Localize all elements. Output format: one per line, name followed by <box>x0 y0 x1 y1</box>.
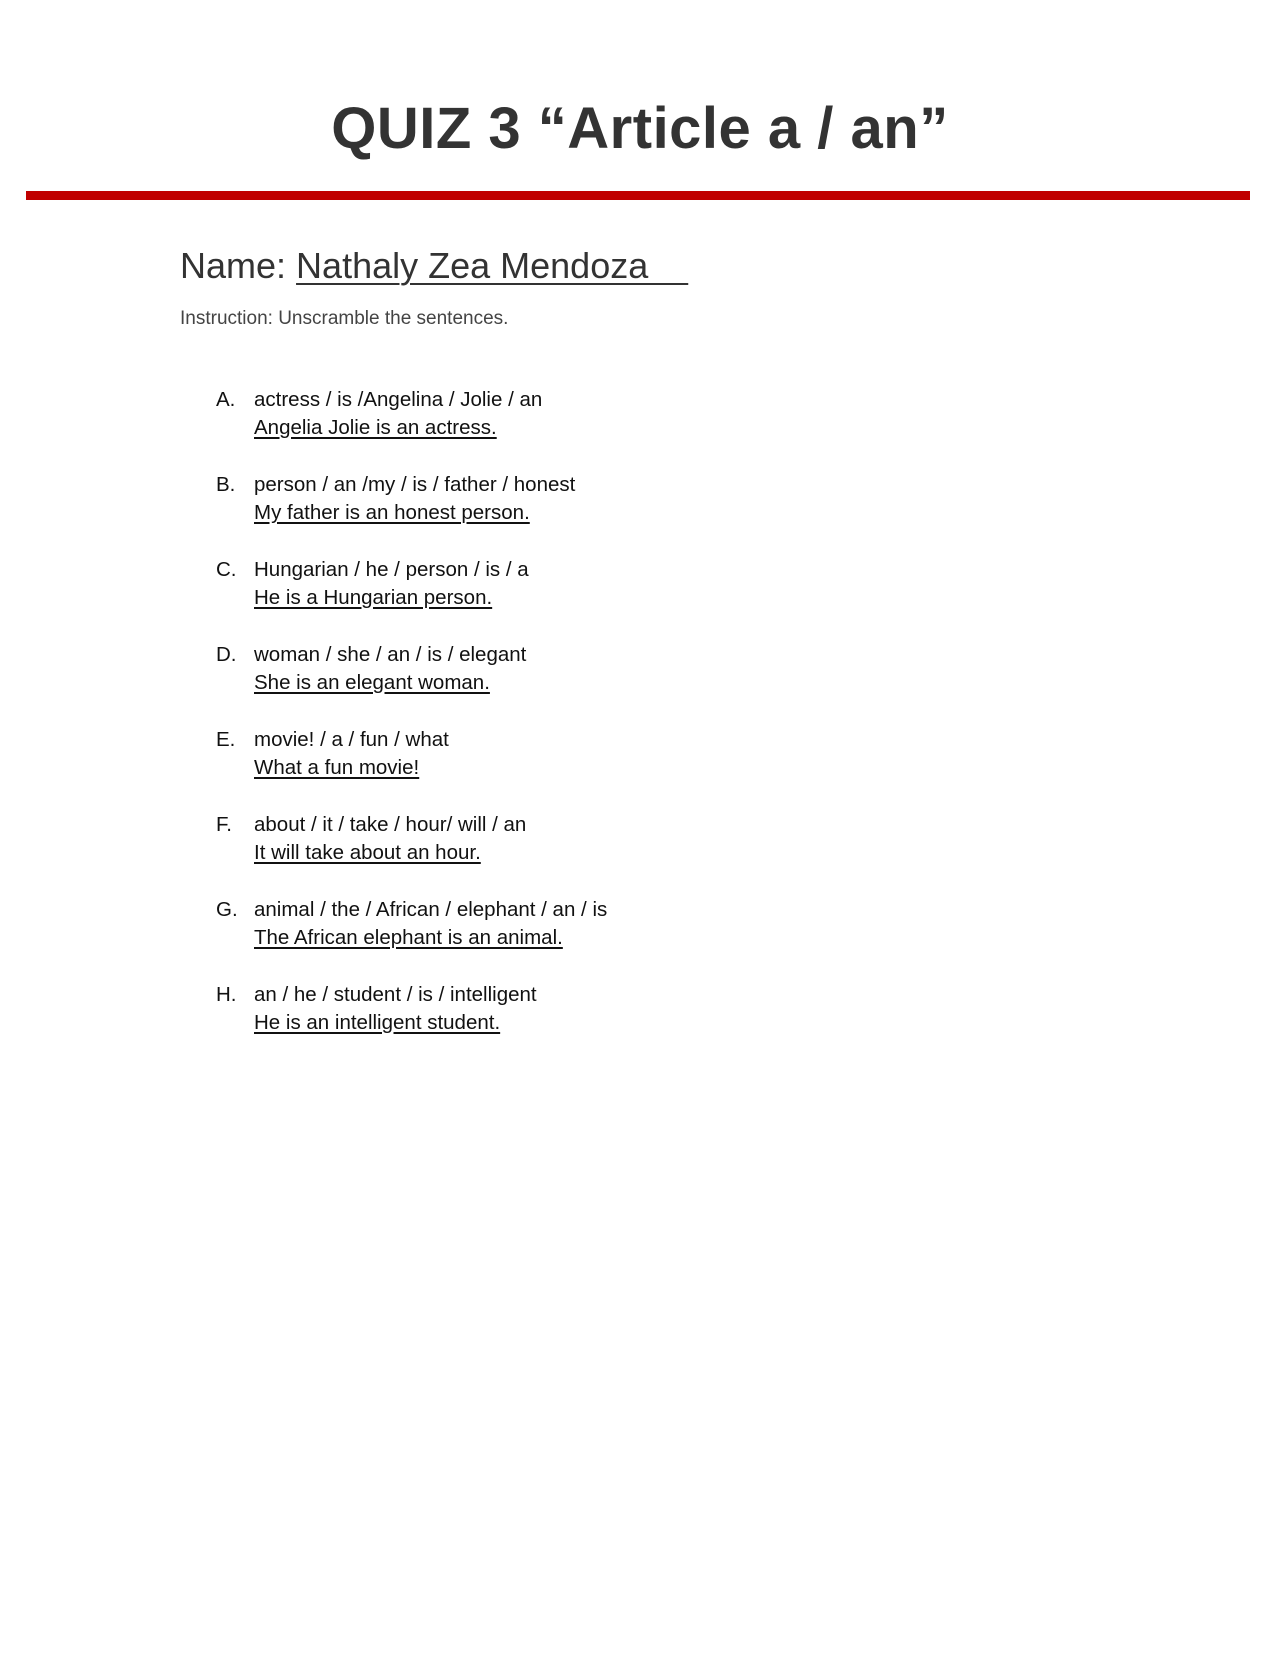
name-label: Name: <box>180 245 297 286</box>
item-answer: She is an elegant woman. <box>254 671 490 694</box>
item-answer: Angelia Jolie is an actress. <box>254 416 497 439</box>
item-answer: My father is an honest person. <box>254 501 530 524</box>
item-letter: C. <box>216 558 237 581</box>
item-prompt: Hungarian / he / person / is / a <box>254 558 529 581</box>
title-divider <box>26 191 1250 200</box>
item-prompt: animal / the / African / elephant / an / is <box>254 898 608 921</box>
item-answer: What a fun movie! <box>254 756 420 779</box>
item-answer: He is a Hungarian person. <box>254 586 493 609</box>
item-prompt: an / he / student / is / intelligent <box>254 983 537 1006</box>
name-line <box>180 244 688 287</box>
item-letter: B. <box>216 473 236 496</box>
item-prompt: movie! / a / fun / what <box>254 728 449 751</box>
item-answer: He is an intelligent student. <box>254 1011 501 1034</box>
item-prompt: woman / she / an / is / elegant <box>254 643 527 666</box>
item-prompt: actress / is /Angelina / Jolie / an <box>254 388 543 411</box>
item-letter: H. <box>216 983 237 1006</box>
item-letter: G. <box>216 898 238 921</box>
item-letter: A. <box>216 388 236 411</box>
page-title: QUIZ 3 “Article a / an” <box>331 96 949 161</box>
item-letter: F. <box>216 813 232 836</box>
item-prompt: about / it / take / hour/ will / an <box>254 813 527 836</box>
item-letter: D. <box>216 643 237 666</box>
instruction-text: Instruction: Unscramble the sentences. <box>180 308 509 329</box>
item-prompt: person / an /my / is / father / honest <box>254 473 576 496</box>
item-answer: It will take about an hour. <box>254 841 481 864</box>
item-answer: The African elephant is an animal. <box>254 926 563 949</box>
name-value: Nathaly Zea Mendoza <box>296 245 689 286</box>
item-letter: E. <box>216 728 236 751</box>
